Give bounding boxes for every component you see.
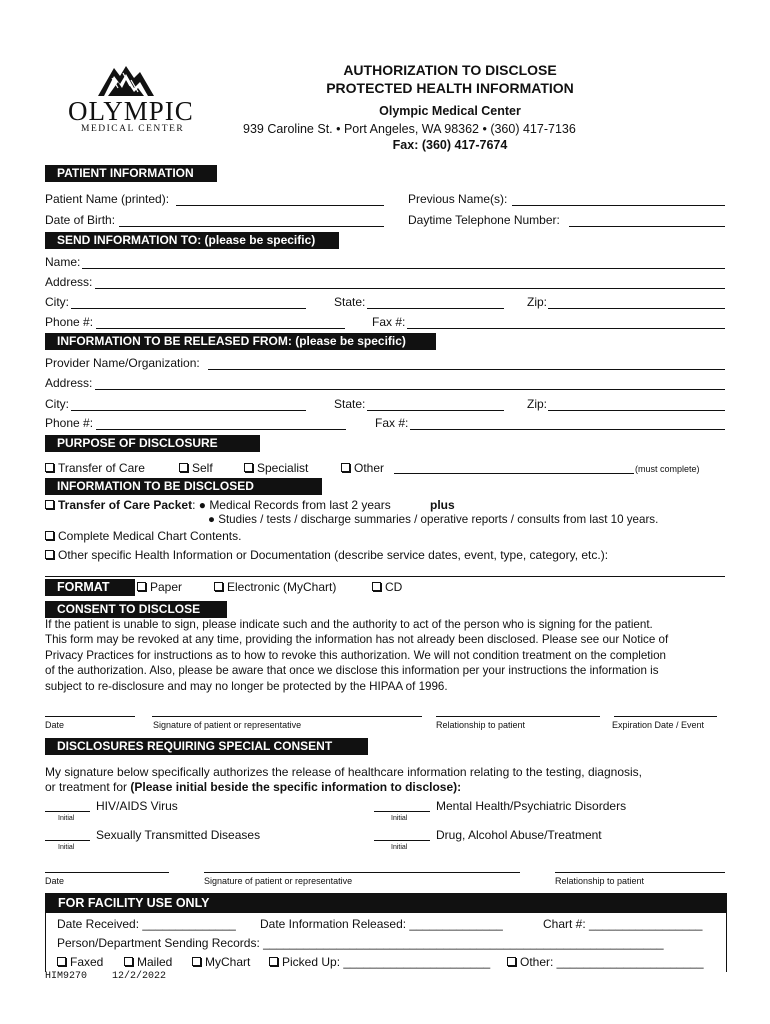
checkbox-icon[interactable]	[214, 582, 223, 591]
purpose-transfer-option[interactable]	[45, 461, 145, 475]
checkbox-icon[interactable]	[244, 463, 253, 472]
special-relationship-field[interactable]	[555, 872, 725, 873]
transfer-packet-label: Transfer of Care Packet	[58, 498, 193, 512]
hiv-initial-label: Initial	[58, 815, 75, 822]
disclosed-header: INFORMATION TO BE DISCLOSED	[45, 478, 322, 495]
checkbox-icon[interactable]	[45, 500, 54, 509]
chart-number: Chart #: _________________	[543, 917, 703, 931]
consent-expiration-label: Expiration Date / Event	[612, 720, 705, 730]
std-label: Sexually Transmitted Diseases	[96, 828, 261, 842]
send-zip-label: Zip:	[527, 295, 548, 309]
consent-line: This form may be revoked at any time, providing the information has not already been disclosed. Please see our Notice of	[45, 633, 669, 647]
org-address: 939 Caroline St. • Port Angeles, WA 98362 • (360) 417-7136	[243, 122, 576, 136]
special-relationship-label: Relationship to patient	[555, 876, 645, 886]
mychart-option[interactable]	[192, 955, 250, 969]
dob-label: Date of Birth:	[45, 213, 116, 227]
transfer-packet-option[interactable]	[45, 498, 391, 512]
mountain-icon	[68, 58, 190, 98]
org-name: Olympic Medical Center	[379, 104, 521, 118]
consent-text	[45, 617, 727, 694]
hiv-label: HIV/AIDS Virus	[96, 799, 178, 813]
provider-label: Provider Name/Organization:	[45, 356, 200, 370]
release-from-header: INFORMATION TO BE RELEASED FROM: (please be specific)	[45, 333, 436, 350]
consent-header: CONSENT TO DISCLOSE	[45, 601, 227, 618]
checkbox-icon[interactable]	[45, 550, 54, 559]
dob-field[interactable]	[119, 226, 384, 227]
format-electronic-label: Electronic (MyChart)	[227, 580, 337, 594]
date-received: Date Received: ______________	[57, 917, 236, 931]
purpose-specialist-label: Specialist	[257, 461, 309, 475]
release-address-label: Address:	[45, 376, 93, 390]
consent-relationship-field[interactable]	[436, 716, 600, 717]
checkbox-icon[interactable]	[372, 582, 381, 591]
checkbox-icon[interactable]	[341, 463, 350, 472]
daytime-phone-field[interactable]	[569, 226, 725, 227]
send-phone-field[interactable]	[96, 328, 345, 329]
special-signature-label: Signature of patient or representative	[204, 876, 353, 886]
consent-date-field[interactable]	[45, 716, 135, 717]
person-sending: Person/Department Sending Records: ____________________________________________________________	[57, 936, 664, 950]
drug-initial-field[interactable]	[374, 840, 430, 841]
patient-info-header: PATIENT INFORMATION	[45, 165, 217, 182]
checkbox-icon[interactable]	[507, 957, 516, 966]
checkbox-icon[interactable]	[124, 957, 133, 966]
release-city-label: City:	[45, 397, 69, 411]
send-phone-label: Phone #:	[45, 315, 94, 329]
drug-initial-label: Initial	[391, 844, 408, 851]
other-method-option[interactable]	[507, 955, 704, 969]
special-date-label: Date	[45, 876, 65, 886]
send-state-label: State:	[334, 295, 366, 309]
std-initial-field[interactable]	[45, 840, 90, 841]
special-intro-instruction: (Please initial beside the specific information to disclose):	[130, 780, 462, 794]
mental-initial-label: Initial	[391, 815, 408, 822]
release-phone-field[interactable]	[96, 429, 346, 430]
special-intro-text: or treatment for	[45, 780, 131, 794]
other-info-label: Other specific Health Information or Documentation (describe service dates, event, type, category, etc.):	[58, 548, 609, 562]
logo	[68, 58, 194, 138]
checkbox-icon[interactable]	[179, 463, 188, 472]
send-state-field[interactable]	[367, 308, 504, 309]
release-city-field[interactable]	[71, 410, 306, 411]
patient-name-field[interactable]	[176, 205, 384, 206]
form-number: HIM9270	[45, 971, 88, 982]
send-fax-field[interactable]	[407, 328, 725, 329]
complete-chart-label: Complete Medical Chart Contents.	[58, 529, 242, 543]
consent-line: subject to re-disclosure and may no longer be protected by the HIPAA of 1996.	[45, 679, 448, 693]
purpose-transfer-label: Transfer of Care	[58, 461, 145, 475]
consent-signature-field[interactable]	[152, 716, 422, 717]
release-phone-label: Phone #:	[45, 416, 94, 430]
checkbox-icon[interactable]	[192, 957, 201, 966]
picked-up-option[interactable]	[269, 955, 490, 969]
checkbox-icon[interactable]	[269, 957, 278, 966]
daytime-phone-label: Daytime Telephone Number:	[408, 213, 560, 227]
checkbox-icon[interactable]	[57, 957, 66, 966]
form-date: 12/2/2022	[112, 971, 167, 982]
other-method-label: Other: ______________________	[520, 955, 704, 969]
special-date-field[interactable]	[45, 872, 169, 873]
provider-field[interactable]	[208, 369, 725, 370]
format-electronic-option[interactable]	[214, 580, 336, 594]
consent-date-label: Date	[45, 720, 65, 730]
purpose-must-complete: (must complete)	[635, 464, 700, 474]
special-intro-line-1: My signature below specifically authorizes the release of healthcare information relating to the testing, diagnosis,	[45, 765, 642, 779]
release-zip-field[interactable]	[548, 410, 725, 411]
faxed-label: Faxed	[70, 955, 104, 969]
checkbox-icon[interactable]	[137, 582, 146, 591]
mailed-option[interactable]	[124, 955, 172, 969]
org-fax: Fax: (360) 417-7674	[392, 138, 508, 152]
logo-subtitle: MEDICAL CENTER	[81, 124, 185, 134]
format-paper-label: Paper	[150, 580, 183, 594]
picked-up-label: Picked Up: ______________________	[282, 955, 491, 969]
release-state-label: State:	[334, 397, 366, 411]
send-to-header: SEND INFORMATION TO: (please be specific)	[45, 232, 339, 249]
send-fax-label: Fax #:	[372, 315, 406, 329]
format-header: FORMAT	[45, 579, 135, 596]
packet-plus: plus	[430, 498, 455, 512]
special-consent-header: DISCLOSURES REQUIRING SPECIAL CONSENT	[45, 738, 368, 755]
facility-header: FOR FACILITY USE ONLY	[46, 894, 726, 913]
consent-line: If the patient is unable to sign, please indicate such and the authority to act of the person who is signing for the patient.	[45, 618, 653, 631]
patient-name-label: Patient Name (printed):	[45, 192, 170, 206]
release-zip-label: Zip:	[527, 397, 548, 411]
format-cd-label: CD	[385, 580, 403, 594]
send-name-label: Name:	[45, 255, 81, 269]
consent-signature-label: Signature of patient or representative	[153, 720, 302, 730]
consent-expiration-field[interactable]	[614, 716, 717, 717]
faxed-option[interactable]	[57, 955, 103, 969]
packet-item-studies: ● Studies / tests / discharge summaries / operative reports / consults from last 10 years.	[208, 513, 659, 526]
mental-label: Mental Health/Psychiatric Disorders	[436, 799, 627, 813]
consent-line: of the authorization. Also, please be aware that once we disclose this information per your instructions the information is	[45, 664, 659, 678]
release-address-field[interactable]	[95, 389, 725, 390]
send-address-field[interactable]	[95, 288, 725, 289]
logo-name: OLYMPIC	[68, 96, 194, 126]
consent-line: Privacy Practices for instructions as to how to revoke this authorization. We will not condition treatment on the completion	[45, 648, 666, 662]
previous-names-label: Previous Name(s):	[408, 192, 508, 206]
send-address-label: Address:	[45, 275, 93, 289]
hiv-initial-field[interactable]	[45, 811, 90, 812]
previous-names-field[interactable]	[512, 205, 725, 206]
mental-initial-field[interactable]	[374, 811, 430, 812]
mailed-label: Mailed	[137, 955, 173, 969]
release-state-field[interactable]	[367, 410, 504, 411]
std-initial-label: Initial	[58, 844, 75, 851]
purpose-other-field[interactable]	[394, 473, 634, 474]
release-fax-label: Fax #:	[375, 416, 409, 430]
title-line-1: AUTHORIZATION TO DISCLOSE	[343, 62, 557, 78]
complete-chart-option[interactable]	[45, 529, 241, 543]
other-info-option[interactable]	[45, 548, 608, 562]
send-city-field[interactable]	[71, 308, 306, 309]
purpose-other-label: Other	[354, 461, 385, 475]
drug-label: Drug, Alcohol Abuse/Treatment	[436, 828, 602, 842]
send-name-field[interactable]	[82, 268, 725, 269]
format-paper-option[interactable]	[137, 580, 182, 594]
release-fax-field[interactable]	[410, 429, 725, 430]
format-cd-option[interactable]	[372, 580, 402, 594]
purpose-header: PURPOSE OF DISCLOSURE	[45, 435, 260, 452]
send-zip-field[interactable]	[548, 308, 725, 309]
other-info-field[interactable]	[45, 576, 725, 577]
purpose-specialist-option[interactable]	[244, 461, 308, 475]
purpose-self-option[interactable]	[179, 461, 213, 475]
title-line-2: PROTECTED HEALTH INFORMATION	[326, 80, 574, 96]
purpose-self-label: Self	[192, 461, 213, 475]
checkbox-icon[interactable]	[45, 463, 54, 472]
checkbox-icon[interactable]	[45, 531, 54, 540]
packet-item-medical-records: : ● Medical Records from last 2 years	[192, 498, 391, 512]
mychart-label: MyChart	[205, 955, 251, 969]
date-released: Date Information Released: ______________	[260, 917, 503, 931]
purpose-other-option[interactable]	[341, 461, 384, 475]
consent-relationship-label: Relationship to patient	[436, 720, 526, 730]
send-city-label: City:	[45, 295, 69, 309]
special-signature-field[interactable]	[204, 872, 520, 873]
special-intro-line-2	[45, 780, 461, 794]
